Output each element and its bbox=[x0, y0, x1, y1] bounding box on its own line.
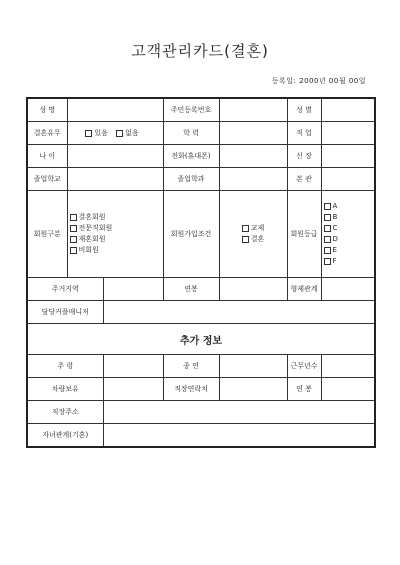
grade-option[interactable]: E bbox=[324, 245, 373, 256]
phone-label: 전화(휴대폰) bbox=[163, 145, 219, 168]
age-field[interactable] bbox=[67, 145, 163, 168]
checkbox-icon bbox=[324, 258, 331, 265]
checkbox-icon bbox=[324, 247, 331, 254]
checkbox-icon bbox=[70, 214, 77, 221]
checkbox-icon bbox=[116, 130, 123, 137]
origin-label: 본 관 bbox=[287, 168, 321, 191]
member-type-option[interactable]: 재혼회원 bbox=[70, 234, 161, 245]
checkbox-icon bbox=[70, 247, 77, 254]
marriage-label: 결혼유무 bbox=[27, 122, 67, 145]
marriage-option-no[interactable]: 없음 bbox=[116, 128, 139, 138]
work-contact-field[interactable] bbox=[219, 378, 287, 401]
height-field[interactable] bbox=[321, 145, 375, 168]
join-condition-option[interactable]: 교제 bbox=[222, 223, 285, 234]
education-field[interactable] bbox=[219, 122, 287, 145]
grade-option[interactable]: A bbox=[324, 201, 373, 212]
grade-options bbox=[321, 191, 375, 278]
rrn-field[interactable] bbox=[219, 98, 287, 122]
checkbox-icon bbox=[242, 225, 249, 232]
name-field[interactable] bbox=[67, 98, 163, 122]
siblings-label: 형제관계 bbox=[287, 278, 321, 301]
checkbox-icon bbox=[85, 130, 92, 137]
join-condition-option[interactable]: 결혼 bbox=[222, 234, 285, 245]
extra-section-title: 추가 정보 bbox=[27, 324, 375, 355]
years-field[interactable] bbox=[321, 355, 375, 378]
department-field[interactable] bbox=[219, 168, 287, 191]
checkbox-icon bbox=[324, 225, 331, 232]
years-label: 근무년수 bbox=[287, 355, 321, 378]
school-field[interactable] bbox=[67, 168, 163, 191]
religion-label: 주 령 bbox=[27, 355, 103, 378]
registration-date: 등록일: 2000년 00월 00일 bbox=[271, 77, 366, 85]
job-field[interactable] bbox=[321, 122, 375, 145]
grade-option[interactable]: F bbox=[324, 256, 373, 267]
annual-salary-label: 연 봉 bbox=[287, 378, 321, 401]
car-field[interactable] bbox=[103, 378, 163, 401]
gender-label: 성 별 bbox=[287, 98, 321, 122]
region-field[interactable] bbox=[103, 278, 163, 301]
work-contact-label: 직장연락처 bbox=[163, 378, 219, 401]
hobby-field[interactable] bbox=[219, 355, 287, 378]
member-type-option[interactable]: 전문직회원 bbox=[70, 223, 161, 234]
department-label: 졸업학과 bbox=[163, 168, 219, 191]
job-label: 직 업 bbox=[287, 122, 321, 145]
grade-option[interactable]: C bbox=[324, 223, 373, 234]
hobby-label: 종 연 bbox=[163, 355, 219, 378]
member-type-option[interactable]: 결혼회원 bbox=[70, 212, 161, 223]
salary-label: 연봉 bbox=[163, 278, 219, 301]
education-label: 학 력 bbox=[163, 122, 219, 145]
work-address-field[interactable] bbox=[103, 401, 375, 424]
annual-salary-field[interactable] bbox=[321, 378, 375, 401]
form-title: 고객관리카드(결혼) bbox=[131, 42, 269, 60]
salary-field[interactable] bbox=[219, 278, 287, 301]
manager-field[interactable] bbox=[103, 301, 375, 324]
age-label: 나 이 bbox=[27, 145, 67, 168]
origin-field[interactable] bbox=[321, 168, 375, 191]
checkbox-icon bbox=[242, 236, 249, 243]
marriage-option-yes[interactable]: 있음 bbox=[85, 128, 108, 138]
work-address-label: 직장주소 bbox=[27, 401, 103, 424]
height-label: 신 장 bbox=[287, 145, 321, 168]
gender-field[interactable] bbox=[321, 98, 375, 122]
rrn-label: 주민등록번호 bbox=[163, 98, 219, 122]
children-field[interactable] bbox=[103, 424, 375, 448]
checkbox-icon bbox=[324, 203, 331, 210]
join-condition-label: 회원가입조건 bbox=[163, 191, 219, 278]
checkbox-icon bbox=[324, 214, 331, 221]
car-label: 차량보유 bbox=[27, 378, 103, 401]
customer-card-table bbox=[26, 97, 376, 448]
region-label: 주거지역 bbox=[27, 278, 103, 301]
grade-option[interactable]: B bbox=[324, 212, 373, 223]
member-type-label: 회원구분 bbox=[27, 191, 67, 278]
member-type-options bbox=[67, 191, 163, 278]
grade-option[interactable]: D bbox=[324, 234, 373, 245]
checkbox-icon bbox=[70, 225, 77, 232]
manager-label: 담당커플매니저 bbox=[27, 301, 103, 324]
marriage-options bbox=[67, 122, 163, 145]
member-type-option[interactable]: 비회원 bbox=[70, 245, 161, 256]
grade-label: 회원등급 bbox=[287, 191, 321, 278]
religion-field[interactable] bbox=[103, 355, 163, 378]
children-label: 자녀관계(기혼) bbox=[27, 424, 103, 448]
join-condition-options bbox=[219, 191, 287, 278]
phone-field[interactable] bbox=[219, 145, 287, 168]
siblings-field[interactable] bbox=[321, 278, 375, 301]
checkbox-icon bbox=[70, 236, 77, 243]
school-label: 졸업학교 bbox=[27, 168, 67, 191]
name-label: 성 명 bbox=[27, 98, 67, 122]
checkbox-icon bbox=[324, 236, 331, 243]
